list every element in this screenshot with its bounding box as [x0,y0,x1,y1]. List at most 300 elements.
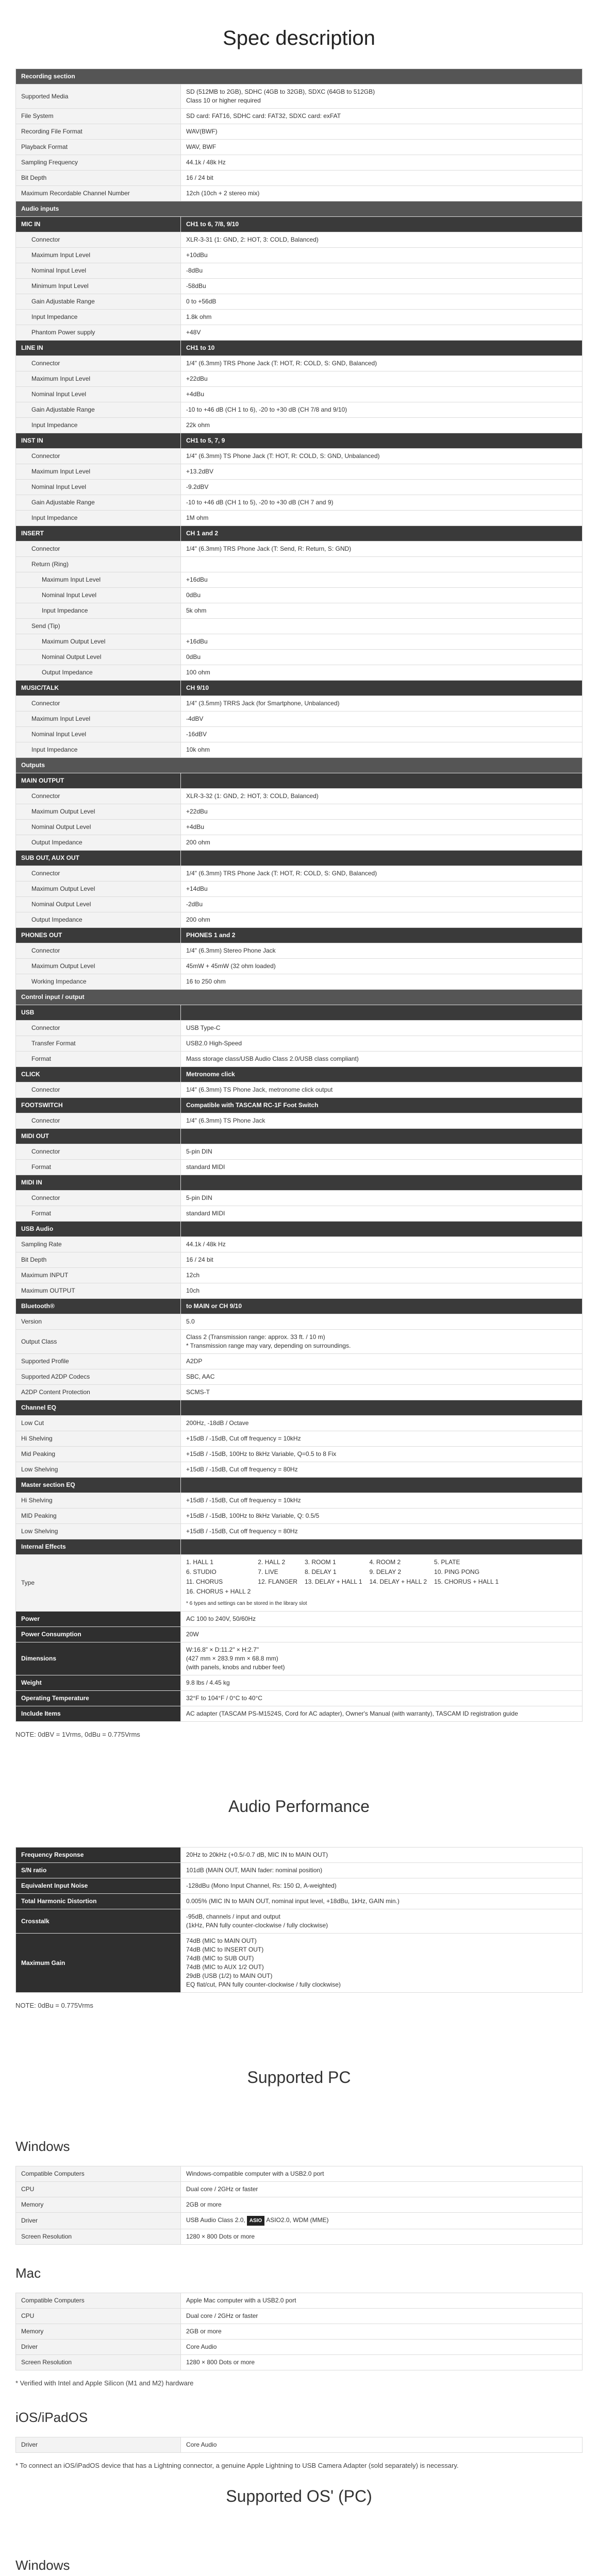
row-label: Supported Media [16,84,181,109]
table-row [16,511,583,526]
row-label: Low Shelving [16,1524,181,1539]
row-label: Connector [16,789,181,804]
row-label: Maximum Input Level [16,711,181,727]
row-label: Output Impedance [16,912,181,928]
row-value: 5k ohm [181,603,583,619]
table-row [16,402,583,418]
row-value: 20W [181,1627,583,1642]
ios-table [15,2437,583,2453]
table-row [16,2309,583,2324]
row-value: 10k ohm [181,742,583,758]
section-header [16,990,583,1005]
row-value: +13.2dBV [181,464,583,480]
effect-item: 9. DELAY 2 [369,1568,402,1575]
row-value: 1/4" (6.3mm) TS Phone Jack (T: HOT, R: COLD, S: GND, Unbalanced) [181,449,583,464]
row-label: Playback Format [16,140,181,155]
row-label: Input Impedance [16,418,181,433]
row-value: 1/4" (6.3mm) Stereo Phone Jack [181,943,583,959]
row-value: +16dBu [181,634,583,650]
subsection-value: Metronome click [181,1067,583,1082]
row-value: W:16.8" × D:11.2" × H:2.7" (427 mm × 283.9 mm × 68.8 mm) (with panels, knobs and rubber feet) [181,1642,583,1675]
subsection-header [16,1067,583,1082]
table-row [16,1082,583,1098]
row-value: 1/4" (3.5mm) TRRS Jack (for Smartphone, Unbalanced) [181,696,583,711]
row-value: -128dBu (Mono Input Channel, Rs: 150 Ω, A-weighted) [181,1878,583,1894]
table-row [16,356,583,371]
subsection-header [16,526,583,541]
table-row [16,727,583,742]
asio-logo: ASIO [247,2216,264,2226]
row-value: 0.005% (MIC IN to MAIN OUT, nominal input level, +18dBu, 1kHz, GAIN min.) [181,1894,583,1909]
subsection-label: INST IN [16,433,181,449]
row-value: -8dBu [181,263,583,279]
row-label: Maximum Output Level [16,804,181,820]
effect-item: 10. PING PONG [434,1568,480,1575]
row-label: Weight [16,1675,181,1691]
table-row [16,1416,583,1431]
row-label: Connector [16,1113,181,1129]
table-row [16,1431,583,1447]
row-value: 1/4" (6.3mm) TRS Phone Jack (T: HOT, R: COLD, S: GND, Balanced) [181,356,583,371]
row-value: 1/4" (6.3mm) TRS Phone Jack (T: HOT, R: COLD, S: GND, Balanced) [181,866,583,882]
os-windows-heading: Windows [15,2557,70,2573]
row-value: +15dB / -15dB, 100Hz to 8kHz Variable, Q: 0.5/5 [181,1509,583,1524]
subsection-header [16,1400,583,1416]
table-row [16,418,583,433]
perf-table [15,1847,583,1993]
pc-title: Supported PC [247,2068,351,2087]
table-row [16,2213,583,2229]
subsection-label: CLICK [16,1067,181,1082]
mac-note: * Verified with Intel and Apple Silicon (M1 and M2) hardware [15,2379,194,2387]
table-row [16,943,583,959]
row-value: standard MIDI [181,1206,583,1222]
row-label: Screen Resolution [16,2229,181,2245]
table-row [16,1206,583,1222]
subsection-header [16,681,583,696]
row-label: Memory [16,2197,181,2213]
subsection-value: PHONES 1 and 2 [181,928,583,943]
row-value: WAV, BWF [181,140,583,155]
subsection-label: MIDI OUT [16,1129,181,1144]
subsection-value [181,1478,583,1493]
row-value: 2GB or more [181,2197,583,2213]
row-label: Connector [16,541,181,557]
subsection-header [16,1005,583,1021]
table-row [16,912,583,928]
row-label: Driver [16,2437,181,2453]
table-row [16,603,583,619]
row-label: Nominal Output Level [16,820,181,835]
row-value: XLR-3-32 (1: GND, 2: HOT, 3: COLD, Balanced) [181,789,583,804]
row-value: SCMS-T [181,1385,583,1400]
row-value: 2GB or more [181,2324,583,2340]
table-row [16,232,583,248]
row-value: 5-pin DIN [181,1144,583,1160]
row-value: 44.1k / 48k Hz [181,155,583,171]
table-row [16,155,583,171]
table-row [16,109,583,124]
row-label: Maximum OUTPUT [16,1283,181,1299]
table-row [16,572,583,588]
row-label: Gain Adjustable Range [16,402,181,418]
row-value: AC adapter (TASCAM PS-M1524S, Cord for AC adapter), Owner's Manual (with warranty), TASCAM ID registration guide [181,1706,583,1722]
row-value: 5.0 [181,1314,583,1330]
row-label: Input Impedance [16,742,181,758]
subsection-value [181,851,583,866]
table-row [16,619,583,634]
row-label: Crosstalk [16,1909,181,1934]
table-row [16,248,583,263]
effect-item: 6. STUDIO [186,1568,217,1575]
row-label: Low Cut [16,1416,181,1431]
table-row [16,495,583,511]
row-value: +15dB / -15dB, 100Hz to 8kHz Variable, Q=0.5 to 8 Fix [181,1447,583,1462]
table-row [16,1144,583,1160]
subsection-label: MIDI IN [16,1175,181,1191]
subsection-value: CH1 to 6, 7/8, 9/10 [181,217,583,232]
row-label: Frequency Response [16,1848,181,1863]
effect-item: 8. DELAY 1 [304,1568,337,1575]
row-label: Equivalent Input Noise [16,1878,181,1894]
subsection-value: Compatible with TASCAM RC-1F Foot Switch [181,1098,583,1113]
table-row [16,1691,583,1706]
table-row [16,1493,583,1509]
effect-item: 13. DELAY + HALL 1 [304,1578,362,1585]
row-value: 1M ohm [181,511,583,526]
row-label: Power [16,1612,181,1627]
table-row [16,588,583,603]
row-value: +16dBu [181,572,583,588]
row-label: Dimensions [16,1642,181,1675]
row-label: Sampling Frequency [16,155,181,171]
table-row [16,1612,583,1627]
subsection-label: Channel EQ [16,1400,181,1416]
effect-item: 1. HALL 1 [186,1558,213,1566]
row-label: Compatible Computers [16,2166,181,2182]
row-value: 0 to +56dB [181,294,583,310]
ios-note: * To connect an iOS/iPadOS device that has a Lightning connector, a genuine Apple Lightning to USB Camera Adapter (sold separately) is necessary. [15,2462,459,2469]
row-label: Total Harmonic Distortion [16,1894,181,1909]
row-value: 100 ohm [181,665,583,681]
row-label: Memory [16,2324,181,2340]
subsection-label: MUSIC/TALK [16,681,181,696]
row-value: 16 / 24 bit [181,1252,583,1268]
row-label: Transfer Format [16,1036,181,1052]
perf-note: NOTE: 0dBu = 0.775Vrms [15,2002,93,2009]
subsection-value: CH1 to 5, 7, 9 [181,433,583,449]
table-row [16,665,583,681]
table-row [16,1160,583,1175]
table-row [16,1369,583,1385]
row-label: Sampling Rate [16,1237,181,1252]
subsection-label: SUB OUT, AUX OUT [16,851,181,866]
subsection-label: USB Audio [16,1222,181,1237]
effect-item: 15. CHORUS + HALL 1 [434,1578,499,1585]
row-label: Nominal Output Level [16,650,181,665]
table-row [16,140,583,155]
row-value: 1/4" (6.3mm) TRS Phone Jack (T: Send, R: Return, S: GND) [181,541,583,557]
row-value: 22k ohm [181,418,583,433]
row-label: Connector [16,232,181,248]
row-value: 5-pin DIN [181,1191,583,1206]
subsection-label: Master section EQ [16,1478,181,1493]
table-row [16,279,583,294]
row-value: 1/4" (6.3mm) TS Phone Jack [181,1113,583,1129]
subsection-label: FOOTSWITCH [16,1098,181,1113]
row-value: XLR-3-31 (1: GND, 2: HOT, 3: COLD, Balanced) [181,232,583,248]
row-label: Connector [16,1021,181,1036]
subsection-header [16,928,583,943]
table-row [16,557,583,572]
subsection-header [16,217,583,232]
row-value: 0dBu [181,650,583,665]
row-value: Core Audio [181,2340,583,2355]
row-label: Return (Ring) [16,557,181,572]
subsection-value [181,1222,583,1237]
table-row [16,711,583,727]
row-label: MID Peaking [16,1509,181,1524]
row-label: Bit Depth [16,1252,181,1268]
row-value: 16 to 250 ohm [181,974,583,990]
row-label: Maximum Input Level [16,248,181,263]
row-label: File System [16,109,181,124]
table-row [16,2182,583,2197]
row-value: -2dBu [181,897,583,912]
row-label: Compatible Computers [16,2293,181,2309]
table-row [16,1447,583,1462]
effect-item: 7. LIVE [258,1568,278,1575]
row-label: Supported Profile [16,1354,181,1369]
row-value: USB Type-C [181,1021,583,1036]
effect-item: 5. PLATE [434,1558,460,1566]
row-value: 74dB (MIC to MAIN OUT) 74dB (MIC to INSERT OUT) 74dB (MIC to SUB OUT) 74dB (MIC to AUX 1/2 OUT) 29dB (USB (1/2) to MAIN OUT) EQ flat/cut, PAN fully counter-clockwise / fully clockwise) [181,1934,583,1993]
table-row [16,1283,583,1299]
perf-title: Audio Performance [228,1797,370,1816]
row-label: Input Impedance [16,310,181,325]
table-row [16,1354,583,1369]
os-title: Supported OS' (PC) [226,2487,372,2505]
subsection-value [181,1005,583,1021]
subsection-value [181,1539,583,1555]
row-value: -9.2dBV [181,480,583,495]
table-row [16,1894,583,1909]
table-row [16,171,583,186]
subsection-value: CH1 to 10 [181,341,583,356]
table-row [16,2324,583,2340]
subsection-header [16,1129,583,1144]
table-row [16,1191,583,1206]
effect-item: 16. CHORUS + HALL 2 [186,1588,251,1595]
row-value: 20Hz to 20kHz (+0.5/-0.7 dB, MIC IN to MAIN OUT) [181,1848,583,1863]
table-row [16,882,583,897]
row-label: Input Impedance [16,511,181,526]
table-row [16,1909,583,1934]
subsection-header [16,1299,583,1314]
row-value: 200Hz, -18dB / Octave [181,1416,583,1431]
row-label: Maximum Output Level [16,959,181,974]
row-label: Format [16,1052,181,1067]
subsection-label: MAIN OUTPUT [16,773,181,789]
table-row [16,387,583,402]
table-row [16,2229,583,2245]
subsection-header [16,1098,583,1113]
row-value: 1.8k ohm [181,310,583,325]
row-label: Power Consumption [16,1627,181,1642]
row-label: Mid Peaking [16,1447,181,1462]
row-label: Maximum Input Level [16,371,181,387]
table-row [16,371,583,387]
table-row [16,835,583,851]
table-row [16,1848,583,1863]
row-label: Nominal Output Level [16,897,181,912]
section-header-label: Recording section [16,69,583,84]
row-label: Maximum Input Level [16,464,181,480]
subsection-label: PHONES OUT [16,928,181,943]
subsection-header [16,1539,583,1555]
row-label: Connector [16,866,181,882]
row-value: WAV(BWF) [181,124,583,140]
row-label: Connector [16,1144,181,1160]
subsection-header [16,851,583,866]
row-value: +22dBu [181,804,583,820]
subsection-value [181,773,583,789]
effect-item: 14. DELAY + HALL 2 [369,1578,427,1585]
row-label: Nominal Input Level [16,480,181,495]
row-label: Maximum INPUT [16,1268,181,1283]
subsection-value: to MAIN or CH 9/10 [181,1299,583,1314]
table-row [16,696,583,711]
row-label: Connector [16,696,181,711]
row-value: +4dBu [181,820,583,835]
table-row [16,1524,583,1539]
row-value: USB2.0 High-Speed [181,1036,583,1052]
table-row [16,310,583,325]
row-label: Driver [16,2340,181,2355]
table-row [16,541,583,557]
row-value: Dual core / 2GHz or faster [181,2182,583,2197]
row-value: +22dBu [181,371,583,387]
row-label: Minimum Input Level [16,279,181,294]
section-header-label: Audio inputs [16,201,583,217]
row-value: Windows-compatible computer with a USB2.0 port [181,2166,583,2182]
table-row [16,1706,583,1722]
row-value: 1280 × 800 Dots or more [181,2355,583,2370]
section-header-label: Control input / output [16,990,583,1005]
row-value: +15dB / -15dB, Cut off frequency = 80Hz [181,1524,583,1539]
table-row [16,1642,583,1675]
subsection-value [181,1129,583,1144]
row-value: SD card: FAT16, SDHC card: FAT32, SDXC card: exFAT [181,109,583,124]
row-value: +14dBu [181,882,583,897]
windows-heading: Windows [15,2139,70,2154]
table-row [16,480,583,495]
row-value: SD (512MB to 2GB), SDHC (4GB to 32GB), SDXC (64GB to 512GB) Class 10 or higher required [181,84,583,109]
row-value: 200 ohm [181,912,583,928]
row-value: 12ch [181,1268,583,1283]
table-row [16,294,583,310]
effect-item: 3. ROOM 1 [304,1558,336,1566]
row-value: 9.8 lbs / 4.45 kg [181,1675,583,1691]
row-label: Maximum Gain [16,1934,181,1993]
subsection-value: CH 1 and 2 [181,526,583,541]
row-value: SBC, AAC [181,1369,583,1385]
spec-table [15,69,583,1722]
row-value: Class 2 (Transmission range: approx. 33 ft. / 10 m) * Transmission range may vary, depending on surroundings. [181,1330,583,1354]
table-row [16,1113,583,1129]
table-row [16,263,583,279]
row-value: +10dBu [181,248,583,263]
table-row [16,2197,583,2213]
effect-item: 12. FLANGER [258,1578,297,1585]
section-header [16,201,583,217]
row-value: 45mW + 45mW (32 ohm loaded) [181,959,583,974]
table-row [16,1330,583,1354]
table-row [16,2293,583,2309]
row-label: Nominal Input Level [16,387,181,402]
table-row [16,84,583,109]
row-label: A2DP Content Protection [16,1385,181,1400]
section-header [16,758,583,773]
subsection-header [16,1478,583,1493]
table-row [16,1237,583,1252]
row-label: Gain Adjustable Range [16,294,181,310]
row-value: standard MIDI [181,1160,583,1175]
row-label: Nominal Input Level [16,727,181,742]
row-label: Output Impedance [16,665,181,681]
row-value: +48V [181,325,583,341]
row-label: Format [16,1206,181,1222]
table-row [16,650,583,665]
table-row [16,959,583,974]
row-label: Maximum Input Level [16,572,181,588]
subsection-label: Bluetooth® [16,1299,181,1314]
table-row [16,325,583,341]
row-label: Input Impedance [16,603,181,619]
row-label: Include Items [16,1706,181,1722]
table-row [16,974,583,990]
row-label: Connector [16,449,181,464]
row-value: A2DP [181,1354,583,1369]
table-row [16,1863,583,1878]
row-label: Recording File Format [16,124,181,140]
row-value [181,619,583,634]
row-value: 0dBu [181,588,583,603]
row-value: -10 to +46 dB (CH 1 to 6), -20 to +30 dB (CH 7/8 and 9/10) [181,402,583,418]
subsection-label: LINE IN [16,341,181,356]
table-row [16,1052,583,1067]
effect-item: 11. CHORUS [186,1578,223,1585]
row-label: Supported A2DP Codecs [16,1369,181,1385]
row-label: Working Impedance [16,974,181,990]
row-value: -10 to +46 dB (CH 1 to 5), -20 to +30 dB (CH 7 and 9) [181,495,583,511]
row-label: CPU [16,2182,181,2197]
table-row [16,1878,583,1894]
row-value [181,557,583,572]
windows-table [15,2166,583,2245]
row-label: S/N ratio [16,1863,181,1878]
row-value: 32°F to 104°F / 0°C to 40°C [181,1691,583,1706]
row-value: Apple Mac computer with a USB2.0 port [181,2293,583,2309]
effect-item: 4. ROOM 2 [369,1558,401,1566]
table-row [16,2340,583,2355]
table-row [16,2355,583,2370]
row-value: +15dB / -15dB, Cut off frequency = 10kHz [181,1431,583,1447]
row-value: 10ch [181,1283,583,1299]
row-value: +15dB / -15dB, Cut off frequency = 80Hz [181,1462,583,1478]
row-value: Core Audio [181,2437,583,2453]
row-label: Gain Adjustable Range [16,495,181,511]
